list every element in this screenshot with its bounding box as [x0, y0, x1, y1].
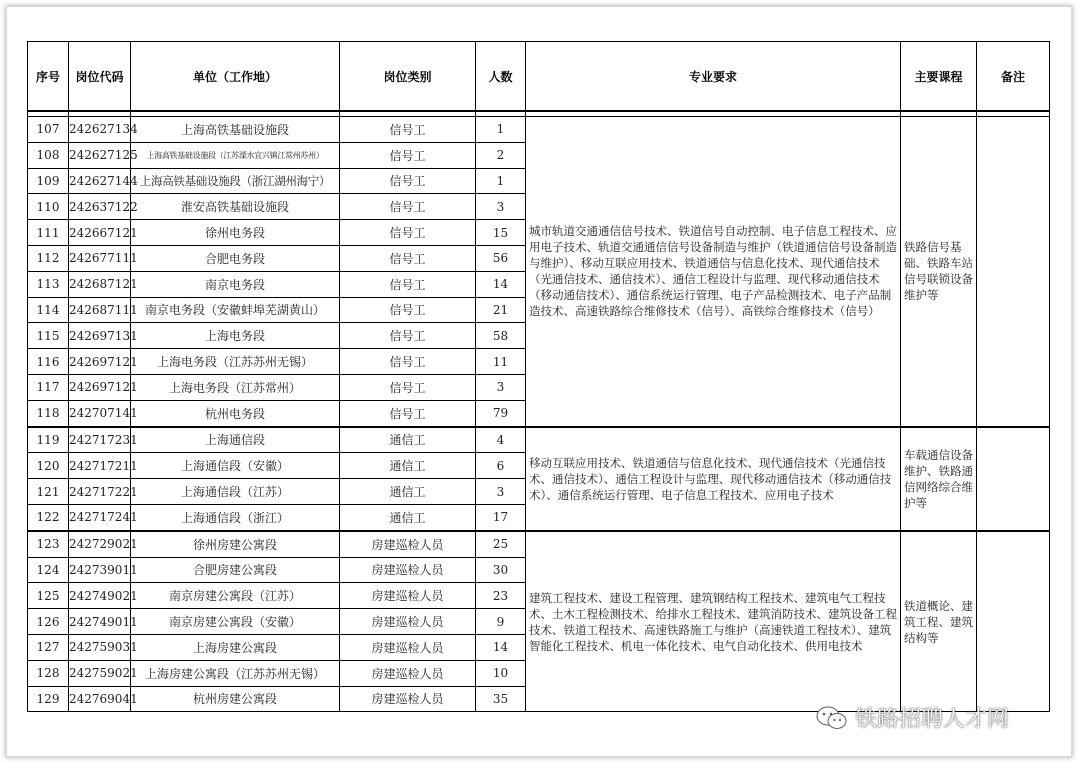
cell-category: 房建巡检人员 — [340, 557, 476, 583]
cell-seq: 115 — [28, 323, 69, 349]
cell-unit: 南京电务段（安徽蚌埠芜湖黄山） — [131, 297, 340, 323]
header-unit: 单位（工作地） — [131, 42, 340, 112]
cell-seq: 129 — [28, 686, 69, 712]
cell-category: 信号工 — [340, 168, 476, 194]
table-row — [28, 427, 1050, 453]
cell-courses: 铁路信号基础、铁路车站信号联锁设备维护等 — [901, 117, 977, 427]
cell-category: 房建巡检人员 — [340, 531, 476, 557]
cell-remark — [977, 117, 1050, 427]
cell-unit: 上海电务段（江苏苏州无锡） — [131, 349, 340, 375]
cell-count: 2 — [476, 142, 526, 168]
cell-unit: 南京房建公寓段（安徽） — [131, 609, 340, 635]
wechat-icon — [815, 704, 849, 732]
cell-count: 9 — [476, 609, 526, 635]
cell-category: 信号工 — [340, 374, 476, 400]
cell-code: 242759031 — [69, 634, 131, 660]
cell-unit: 杭州房建公寓段 — [131, 686, 340, 712]
cell-unit: 合肥房建公寓段 — [131, 557, 340, 583]
cell-category: 信号工 — [340, 220, 476, 246]
cell-seq: 109 — [28, 168, 69, 194]
cell-category: 信号工 — [340, 271, 476, 297]
cell-seq: 126 — [28, 609, 69, 635]
cell-category: 房建巡检人员 — [340, 583, 476, 609]
cell-count: 14 — [476, 634, 526, 660]
cell-remark — [977, 531, 1050, 712]
cell-category: 房建巡检人员 — [340, 686, 476, 712]
cell-code: 242697121 — [69, 349, 131, 375]
header-remark: 备注 — [977, 42, 1050, 112]
cell-seq: 110 — [28, 194, 69, 220]
cell-major: 建筑工程技术、建设工程管理、建筑钢结构工程技术、建筑电气工程技术、土木工程检测技术、给排水工程技术、建筑消防技术、建筑设备工程技术、铁道工程技术、高速铁路施工与维护（高速铁道工程技术）、建筑智能化工程技术、机电一体化技术、电气自动化技术、供用电技术 — [526, 531, 901, 712]
cell-category: 通信工 — [340, 427, 476, 453]
cell-code: 242717241 — [69, 504, 131, 530]
cell-unit: 上海高铁基础设施段（江苏溧水宜兴镇江常州苏州） — [131, 142, 340, 168]
cell-category: 通信工 — [340, 504, 476, 530]
cell-code: 242687111 — [69, 297, 131, 323]
cell-unit: 合肥电务段 — [131, 245, 340, 271]
cell-code: 242627134 — [69, 117, 131, 143]
cell-count: 56 — [476, 245, 526, 271]
cell-category: 通信工 — [340, 479, 476, 505]
cell-seq: 108 — [28, 142, 69, 168]
cell-seq: 117 — [28, 374, 69, 400]
cell-seq: 111 — [28, 220, 69, 246]
cell-unit: 南京房建公寓段（江苏） — [131, 583, 340, 609]
cell-count: 79 — [476, 400, 526, 426]
cell-unit: 上海通信段 — [131, 427, 340, 453]
cell-code: 242717211 — [69, 453, 131, 479]
cell-count: 14 — [476, 271, 526, 297]
cell-category: 房建巡检人员 — [340, 634, 476, 660]
cell-code: 242667121 — [69, 220, 131, 246]
cell-unit: 上海通信段（安徽） — [131, 453, 340, 479]
cell-code: 242637122 — [69, 194, 131, 220]
cell-category: 房建巡检人员 — [340, 660, 476, 686]
cell-unit: 杭州电务段 — [131, 400, 340, 426]
cell-code: 242717221 — [69, 479, 131, 505]
cell-code: 242729021 — [69, 531, 131, 557]
cell-seq: 125 — [28, 583, 69, 609]
cell-seq: 121 — [28, 479, 69, 505]
cell-code: 242749021 — [69, 583, 131, 609]
cell-unit: 上海通信段（浙江） — [131, 504, 340, 530]
cell-seq: 124 — [28, 557, 69, 583]
cell-seq: 107 — [28, 117, 69, 143]
cell-seq: 118 — [28, 400, 69, 426]
cell-code: 242627125 — [69, 142, 131, 168]
cell-count: 3 — [476, 374, 526, 400]
table-row — [28, 117, 1050, 143]
cell-major: 移动互联应用技术、铁道通信与信息化技术、现代通信技术（光通信技术、通信技术）、通信工程设计与监理、现代移动通信技术（移动通信技术）、通信系统运行管理、电子信息工程技术、应用电子技术 — [526, 427, 901, 531]
cell-count: 25 — [476, 531, 526, 557]
cell-code: 242697131 — [69, 323, 131, 349]
cell-courses: 车载通信设备维护、铁路通信网络综合维护等 — [901, 427, 977, 531]
cell-category: 信号工 — [340, 400, 476, 426]
cell-courses: 铁道概论、建筑工程、建筑结构等 — [901, 531, 977, 712]
cell-count: 1 — [476, 117, 526, 143]
cell-count: 11 — [476, 349, 526, 375]
cell-category: 信号工 — [340, 117, 476, 143]
cell-count: 30 — [476, 557, 526, 583]
cell-unit: 上海电务段（江苏常州） — [131, 374, 340, 400]
cell-count: 10 — [476, 660, 526, 686]
cell-code: 242627144 — [69, 168, 131, 194]
header-count: 人数 — [476, 42, 526, 112]
cell-unit: 上海电务段 — [131, 323, 340, 349]
cell-seq: 128 — [28, 660, 69, 686]
cell-unit: 上海高铁基础设施段（浙江湖州海宁） — [131, 168, 340, 194]
cell-code: 242749011 — [69, 609, 131, 635]
cell-major: 城市轨道交通通信信号技术、铁道信号自动控制、电子信息工程技术、应用电子技术、轨道交通通信信号设备制造与维护（铁道通信信号设备制造与维护）、移动互联应用技术、铁道通信与信息化技术、现代通信技术（光通信技术、通信技术）、通信工程设计与监理、现代移动通信技术（移动通信技术）、通信系统运行管理、电子产品检测技术、电子产品制造技术、高速铁路综合维修技术（信号）、高铁综合维修技术（信号） — [526, 117, 901, 427]
cell-unit: 上海房建公寓段（江苏苏州无锡） — [131, 660, 340, 686]
cell-seq: 114 — [28, 297, 69, 323]
header-major: 专业要求 — [526, 42, 901, 112]
cell-seq: 123 — [28, 531, 69, 557]
cell-code: 242759021 — [69, 660, 131, 686]
watermark-text: 铁路招聘人才网 — [855, 707, 1010, 732]
cell-count: 3 — [476, 194, 526, 220]
cell-category: 信号工 — [340, 142, 476, 168]
header-courses: 主要课程 — [901, 42, 977, 112]
cell-category: 信号工 — [340, 245, 476, 271]
cell-category: 通信工 — [340, 453, 476, 479]
cell-category: 信号工 — [340, 323, 476, 349]
cell-count: 58 — [476, 323, 526, 349]
table-row — [28, 531, 1050, 557]
cell-unit: 淮安高铁基础设施段 — [131, 194, 340, 220]
cell-code: 242739011 — [69, 557, 131, 583]
cell-code: 242677111 — [69, 245, 131, 271]
cell-count: 21 — [476, 297, 526, 323]
cell-seq: 113 — [28, 271, 69, 297]
cell-seq: 112 — [28, 245, 69, 271]
recruitment-table — [27, 41, 1050, 712]
cell-unit: 徐州电务段 — [131, 220, 340, 246]
cell-seq: 119 — [28, 427, 69, 453]
cell-code: 242769041 — [69, 686, 131, 712]
cell-category: 信号工 — [340, 349, 476, 375]
header-row — [28, 42, 1050, 112]
cell-unit: 南京电务段 — [131, 271, 340, 297]
cell-unit: 上海高铁基础设施段 — [131, 117, 340, 143]
cell-code: 242717231 — [69, 427, 131, 453]
cell-category: 信号工 — [340, 194, 476, 220]
cell-remark — [977, 427, 1050, 531]
cell-count: 23 — [476, 583, 526, 609]
watermark — [815, 702, 1009, 733]
cell-seq: 127 — [28, 634, 69, 660]
cell-unit: 徐州房建公寓段 — [131, 531, 340, 557]
cell-category: 房建巡检人员 — [340, 609, 476, 635]
cell-seq: 120 — [28, 453, 69, 479]
header-code: 岗位代码 — [69, 42, 131, 112]
cell-count: 3 — [476, 479, 526, 505]
cell-code: 242687121 — [69, 271, 131, 297]
cell-seq: 116 — [28, 349, 69, 375]
cell-count: 4 — [476, 427, 526, 453]
cell-code: 242697121 — [69, 374, 131, 400]
header-category: 岗位类别 — [340, 42, 476, 112]
cell-count: 17 — [476, 504, 526, 530]
cell-count: 35 — [476, 686, 526, 712]
cell-seq: 122 — [28, 504, 69, 530]
cell-unit: 上海房建公寓段 — [131, 634, 340, 660]
header-seq: 序号 — [28, 42, 69, 112]
cell-count: 6 — [476, 453, 526, 479]
cell-category: 信号工 — [340, 297, 476, 323]
cell-count: 15 — [476, 220, 526, 246]
cell-code: 242707141 — [69, 400, 131, 426]
cell-count: 1 — [476, 168, 526, 194]
cell-unit: 上海通信段（江苏） — [131, 479, 340, 505]
